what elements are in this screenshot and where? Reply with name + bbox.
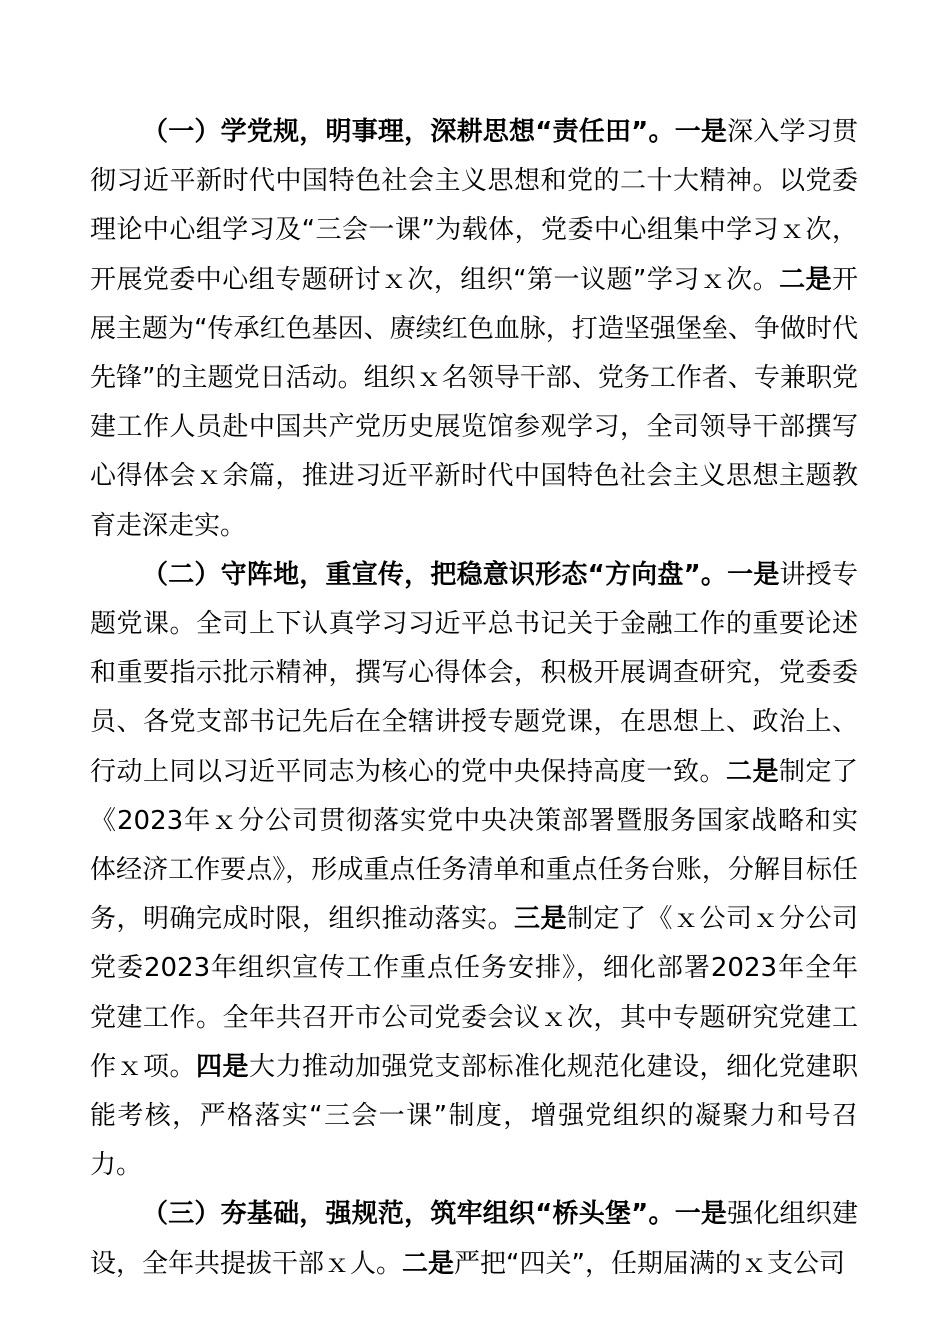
section-heading-two: （二）守阵地，重宣传，把稳意识形态“方向盘”。	[142, 559, 728, 590]
paragraph-text: 制定了《ｘ公司ｘ分公司党委2023年组织宣传工作重点任务安排》，细化部署2023年全年党建工作。全年共召开市公司党委会议ｘ次，其中专题研究党建工作ｘ项。	[90, 904, 858, 1082]
point-label: 二是	[725, 756, 779, 787]
paragraph-text: 开展主题为“传承红色基因、赓续红色血脉，打造坚强堡垒、争做时代先锋”的主题党日活动。组织ｘ名领导干部、党务工作者、专兼职党建工作人员赴中国共产党历史展览馆参观学习，全司领导干部撰写心得体会ｘ余篇，推进习近平新时代中国特色社会主义思想主题教育走深走实。	[90, 264, 858, 541]
point-label: 四是	[196, 1051, 249, 1082]
paragraph-text: 严把“四关”，任期届满的ｘ支公司	[454, 1248, 845, 1279]
paragraph-study-party-rules	[90, 108, 858, 551]
point-label: 一是	[727, 559, 780, 590]
point-label: 一是	[674, 1199, 728, 1230]
section-heading-three: （三）夯基础，强规范，筑牢组织“桥头堡”。	[142, 1199, 675, 1230]
point-label: 二是	[402, 1248, 455, 1279]
point-label: 一是	[674, 117, 728, 147]
paragraph-text: 深入学习贯彻习近平新时代中国特色社会主义思想和党的二十大精神。以党委理论中心组学习及“三会一课”为载体，党委中心组集中学习ｘ次，开展党委中心组专题研讨ｘ次，组织“第一议题”学习ｘ次。	[90, 117, 858, 295]
paragraph-text: 大力推动加强党支部标准化规范化建设，细化党建职能考核，严格落实“三会一课”制度，增强党组织的凝聚力和号召力。	[90, 1051, 858, 1181]
paragraph-text: 制定了《2023年ｘ分公司贯彻落实党中央决策部署暨服务国家战略和实体经济工作要点》，形成重点任务清单和重点任务台账，分解目标任务，明确完成时限，组织推动落实。	[90, 756, 858, 935]
paragraph-organization-building	[90, 1190, 858, 1288]
document-body	[90, 108, 858, 1289]
section-heading-one: （一）学党规，明事理，深耕思想“责任田”。	[142, 117, 675, 147]
point-label: 二是	[779, 264, 832, 295]
paragraph-ideology-publicity	[90, 551, 858, 1191]
point-label: 三是	[513, 904, 567, 935]
paragraph-text: 讲授专题党课。全司上下认真学习习近平总书记关于金融工作的重要论述和重要指示批示精神，撰写心得体会，积极开展调查研究，党委委员、各党支部书记先后在全辖讲授专题党课，在思想上、政治上、行动上同以习近平同志为核心的党中央保持高度一致。	[90, 559, 858, 787]
paragraph-text: 强化组织建设，全年共提拔干部ｘ人。	[90, 1199, 858, 1279]
